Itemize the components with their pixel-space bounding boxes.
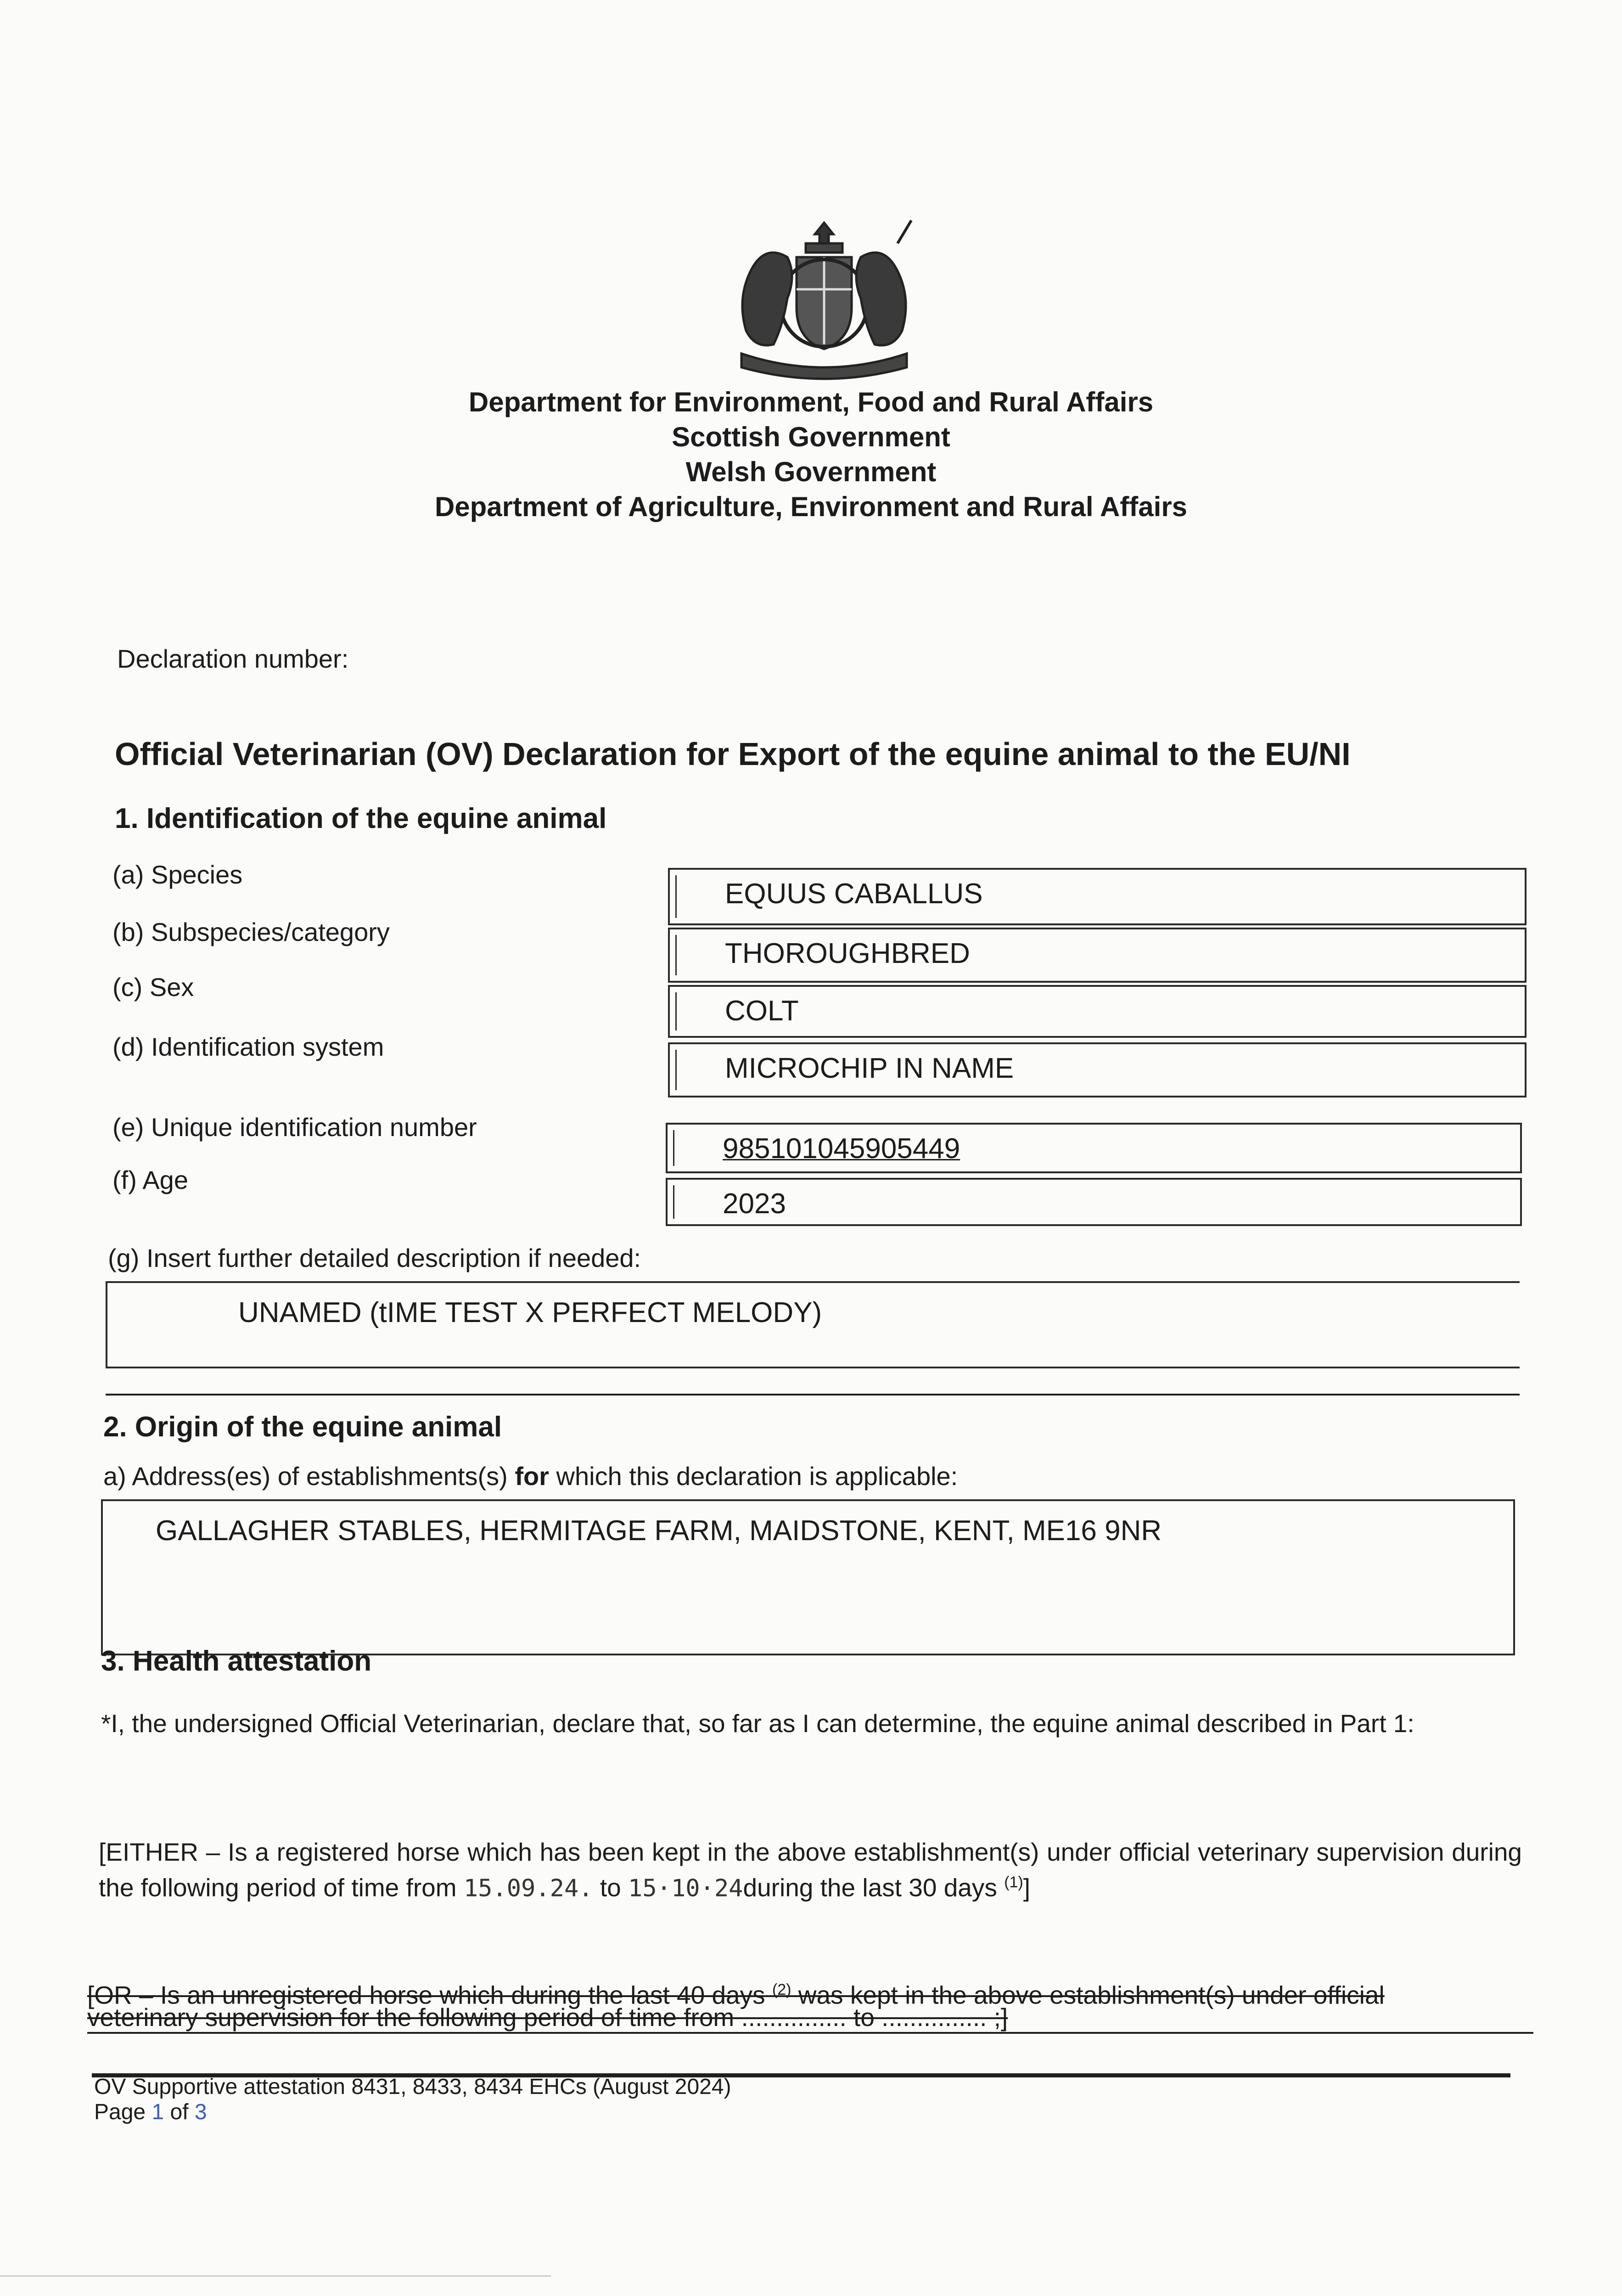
field-value-sex: COLT	[668, 985, 1527, 1038]
scan-edge	[0, 2275, 551, 2277]
section-3-heading: 3. Health attestation	[101, 1645, 372, 1677]
field-label-species: (a) Species	[112, 860, 243, 889]
department-name: Welsh Government	[685, 456, 937, 487]
document-title: Official Veterinarian (OV) Declaration for Export of the equine animal to the EU/NI	[115, 736, 1351, 772]
field-value-unique-id: 985101045905449	[666, 1123, 1522, 1173]
section-1-heading: 1. Identification of the equine animal	[115, 803, 607, 834]
declaration-number-label: Declaration number:	[117, 644, 349, 673]
field-value-species: EQUUS CABALLUS	[668, 868, 1527, 925]
field-label-identification-system: (d) Identification system	[112, 1032, 384, 1061]
attestation-intro: *I, the undersigned Official Veterinarian, declare that, so far as I can determine, the equine animal described in Part 1:	[101, 1709, 1414, 1738]
department-name: Scottish Government	[672, 422, 950, 452]
department-name: Department for Environment, Food and Rural Affairs	[468, 387, 1154, 417]
attestation-or-line1: [OR – Is an unregistered horse which during the last 40 days $^{(2)}$ was kept in the above establishment(s) under official	[87, 1981, 1385, 2009]
department-name: Department of Agriculture, Environment and Rural Affairs	[434, 491, 1188, 522]
date-to: 15·10·24	[628, 1874, 743, 1902]
field-label-unique-id: (e) Unique identification number	[112, 1113, 477, 1142]
footer-document-ref: OV Supportive attestation 8431, 8433, 8434 EHCs (August 2024)	[94, 2075, 731, 2099]
field-label-age: (f) Age	[112, 1165, 188, 1194]
address-value: GALLAGHER STABLES, HERMITAGE FARM, MAIDSTONE, KENT, ME16 9NR	[156, 1515, 1162, 1547]
page-indicator: Page 1 of 3	[94, 2100, 207, 2124]
royal-coat-of-arms-icon	[723, 216, 925, 381]
further-description-label: (g) Insert further detailed description if needed:	[108, 1244, 641, 1272]
attestation-either: [EITHER – Is a registered horse which has been kept in the above establishment(s) under official veterinary supervision during the following period of time from 15.09.24. to 15·10·24during the last 30 days $^{(1)}$]	[99, 1838, 1522, 1902]
address-label: a) Address(es) of establishments(s) for which this declaration is applicable:	[103, 1462, 958, 1491]
field-value-subspecies: THOROUGHBRED	[668, 928, 1527, 983]
address-box	[101, 1499, 1515, 1655]
further-description-box	[106, 1281, 1520, 1368]
divider	[106, 1394, 1520, 1396]
field-value-identification-system: MICROCHIP IN NAME	[668, 1042, 1527, 1097]
field-value-age: 2023	[666, 1178, 1522, 1226]
divider	[87, 2032, 1533, 2034]
field-label-subspecies: (b) Subspecies/category	[112, 917, 390, 946]
section-2-heading: 2. Origin of the equine animal	[103, 1411, 502, 1443]
field-label-sex: (c) Sex	[112, 973, 194, 1002]
further-description-value: UNAMED (tIME TEST X PERFECT MELODY)	[238, 1297, 822, 1328]
date-from: 15.09.24.	[463, 1874, 593, 1902]
attestation-or-line2: veterinary supervision for the following period of time from ............... to ............... ;]	[87, 2003, 1008, 2032]
